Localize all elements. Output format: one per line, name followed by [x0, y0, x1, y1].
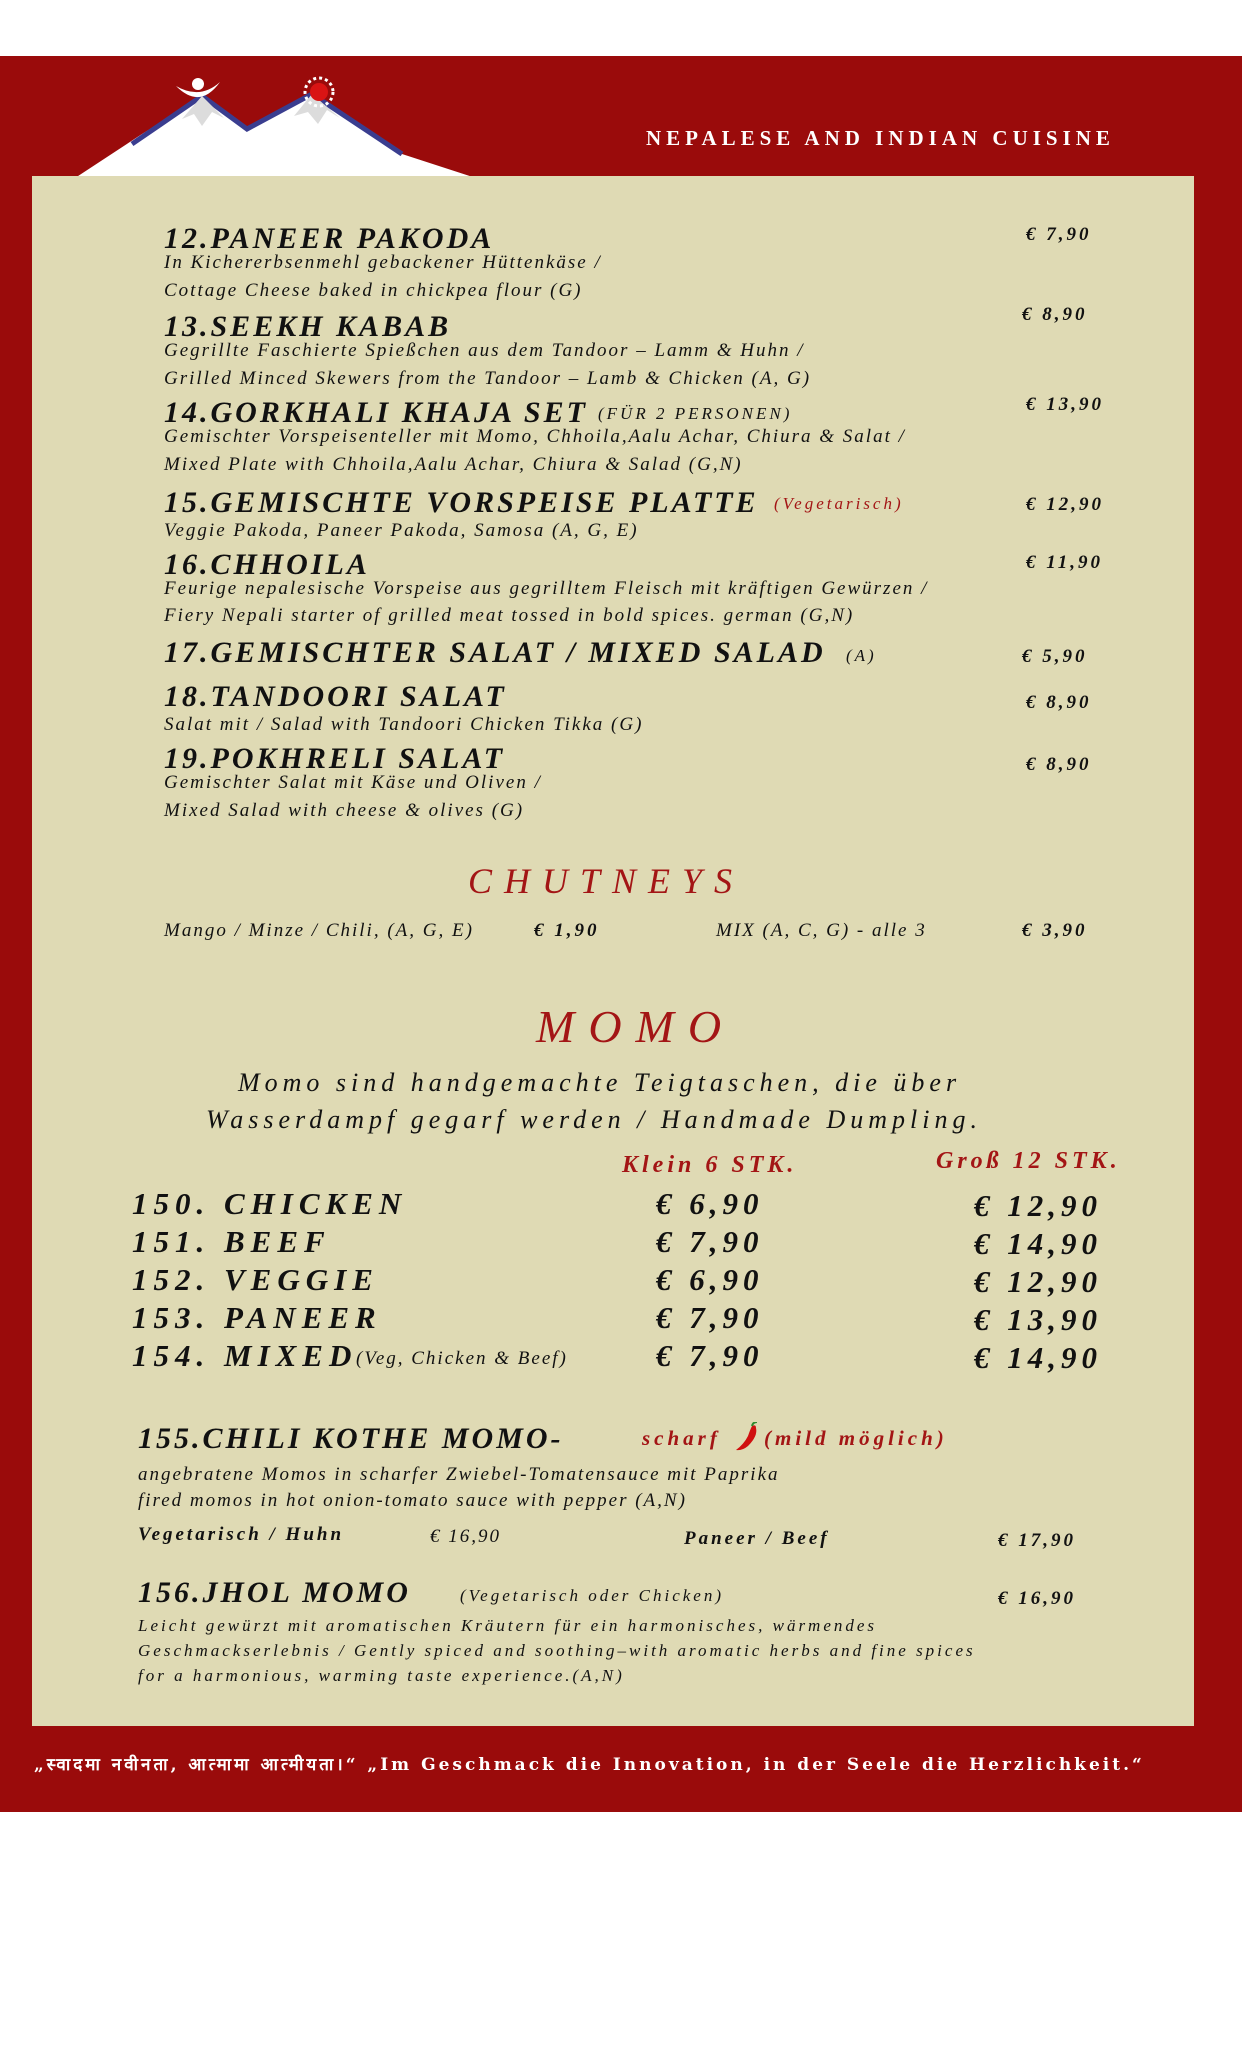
chutney-item: MIX (A, C, G) - alle 3	[716, 920, 927, 941]
item-description: for a harmonious, warming taste experience.(A,N)	[138, 1666, 625, 1685]
item-title: 12.PANEER PAKODA	[164, 222, 495, 255]
item-price: € 7,90	[1026, 224, 1092, 245]
momo-price-small: € 7,90	[656, 1300, 764, 1335]
mountain-logo	[72, 74, 482, 180]
momo-price-small: € 7,90	[656, 1338, 764, 1373]
item-description: Mixed Plate with Chhoila,Aalu Achar, Chiura & Salad (G,N)	[164, 454, 743, 475]
option-price: € 17,90	[998, 1530, 1076, 1551]
momo-item-name: 150. CHICKEN	[132, 1186, 408, 1221]
item-title: 15.GEMISCHTE VORSPEISE PLATTE	[164, 486, 759, 519]
item-description: Fiery Nepali starter of grilled meat tossed in bold spices. german (G,N)	[164, 605, 855, 626]
item-description: Salat mit / Salad with Tandoori Chicken Tikka (G)	[164, 714, 644, 735]
momo-price-large: € 13,90	[974, 1302, 1102, 1337]
momo-intro: Momo sind handgemachte Teigtaschen, die über	[238, 1068, 962, 1097]
item-title: 17.GEMISCHTER SALAT / MIXED SALAD	[164, 636, 826, 669]
item-price: € 5,90	[1022, 646, 1088, 667]
item-description: Leicht gewürzt mit aromatischen Kräutern für ein harmonisches, wärmendes	[138, 1616, 878, 1635]
item-note: (A)	[846, 646, 877, 665]
momo-price-large: € 12,90	[974, 1264, 1102, 1299]
momo-price-large: € 12,90	[974, 1188, 1102, 1223]
momo-price-small: € 7,90	[656, 1224, 764, 1259]
item-description: Geschmackserlebnis / Gently spiced and soothing–with aromatic herbs and fine spices	[138, 1641, 976, 1660]
item-title: 155.CHILI KOTHE MOMO-	[138, 1422, 564, 1455]
chutney-price: € 3,90	[1022, 920, 1088, 941]
option-price: € 16,90	[430, 1526, 501, 1547]
momo-price-small: € 6,90	[656, 1262, 764, 1297]
item-description: Cottage Cheese baked in chickpea flour (G)	[164, 280, 583, 301]
momo-item-note: (Veg, Chicken & Beef)	[356, 1348, 568, 1369]
item-description: Gemischter Salat mit Käse und Oliven /	[164, 772, 542, 793]
momo-item-name: 152. VEGGIE	[132, 1262, 379, 1297]
moon-icon	[176, 78, 220, 97]
item-description: fired momos in hot onion-tomato sauce with pepper (A,N)	[138, 1490, 687, 1511]
item-title: 18.TANDOORI SALAT	[164, 680, 507, 713]
item-price: € 8,90	[1022, 304, 1088, 325]
item-title: 16.CHHOILA	[164, 548, 370, 581]
item-note: (FÜR 2 PERSONEN)	[598, 404, 793, 423]
item-description: Feurige nepalesische Vorspeise aus gegrilltem Fleisch mit kräftigen Gewürzen /	[164, 578, 929, 599]
item-price: € 11,90	[1026, 552, 1103, 573]
item-price: € 13,90	[1026, 394, 1104, 415]
section-heading-momo: MOMO	[536, 1001, 736, 1052]
spice-level: scharf	[642, 1426, 721, 1450]
item-title: 14.GORKHALI KHAJA SET	[164, 396, 588, 429]
item-price: € 12,90	[1026, 494, 1104, 515]
momo-price-small: € 6,90	[656, 1186, 764, 1221]
item-description: Veggie Pakoda, Paneer Pakoda, Samosa (A, G, E)	[164, 520, 639, 541]
option-label: Paneer / Beef	[684, 1528, 830, 1549]
chutney-price: € 1,90	[534, 920, 600, 941]
momo-item-name: 151. BEEF	[132, 1224, 331, 1259]
header-tagline: NEPALESE AND INDIAN CUISINE	[646, 126, 1115, 150]
momo-price-large: € 14,90	[974, 1340, 1102, 1375]
momo-intro: Wasserdampf gegarf werden / Handmade Dumpling.	[206, 1105, 982, 1134]
footer-quote: „स्वादमा नवीनता, आत्मामा आत्मीयता।“ „Im Geschmack die Innovation, in der Seele die Herzlichkeit.“	[34, 1755, 1145, 1775]
option-label: Vegetarisch / Huhn	[138, 1524, 345, 1545]
item-price: € 16,90	[998, 1588, 1076, 1609]
item-title: 13.SEEKH KABAB	[164, 310, 452, 343]
item-title: 19.POKHRELI SALAT	[164, 742, 506, 775]
item-description: In Kichererbsenmehl gebackener Hüttenkäse /	[164, 252, 602, 273]
item-note: (Vegetarisch)	[774, 494, 904, 513]
momo-price-large: € 14,90	[974, 1226, 1102, 1261]
momo-item-name: 153. PANEER	[132, 1300, 382, 1335]
section-heading-chutneys: CHUTNEYS	[468, 861, 745, 901]
column-header-small: Klein 6 STK.	[622, 1152, 798, 1178]
item-description: Mixed Salad with cheese & olives (G)	[164, 800, 525, 821]
spice-note: (mild möglich)	[764, 1426, 948, 1450]
item-description: Gemischter Vorspeisenteller mit Momo, Chhoila,Aalu Achar, Chiura & Salat /	[164, 426, 906, 447]
momo-item-name: 154. MIXED	[132, 1338, 358, 1373]
item-description: angebratene Momos in scharfer Zwiebel-Tomatensauce mit Paprika	[138, 1464, 780, 1485]
item-price: € 8,90	[1026, 692, 1092, 713]
chutney-item: Mango / Minze / Chili, (A, G, E)	[164, 920, 474, 941]
column-header-large: Groß 12 STK.	[936, 1148, 1121, 1174]
item-description: Gegrillte Faschierte Spießchen aus dem Tandoor – Lamm & Huhn /	[164, 340, 805, 361]
item-description: Grilled Minced Skewers from the Tandoor – Lamb & Chicken (A, G)	[164, 368, 812, 389]
item-note: (Vegetarisch oder Chicken)	[460, 1586, 724, 1605]
chili-pepper-icon	[734, 1422, 760, 1452]
item-title: 156.JHOL MOMO	[138, 1576, 411, 1609]
item-price: € 8,90	[1026, 754, 1092, 775]
